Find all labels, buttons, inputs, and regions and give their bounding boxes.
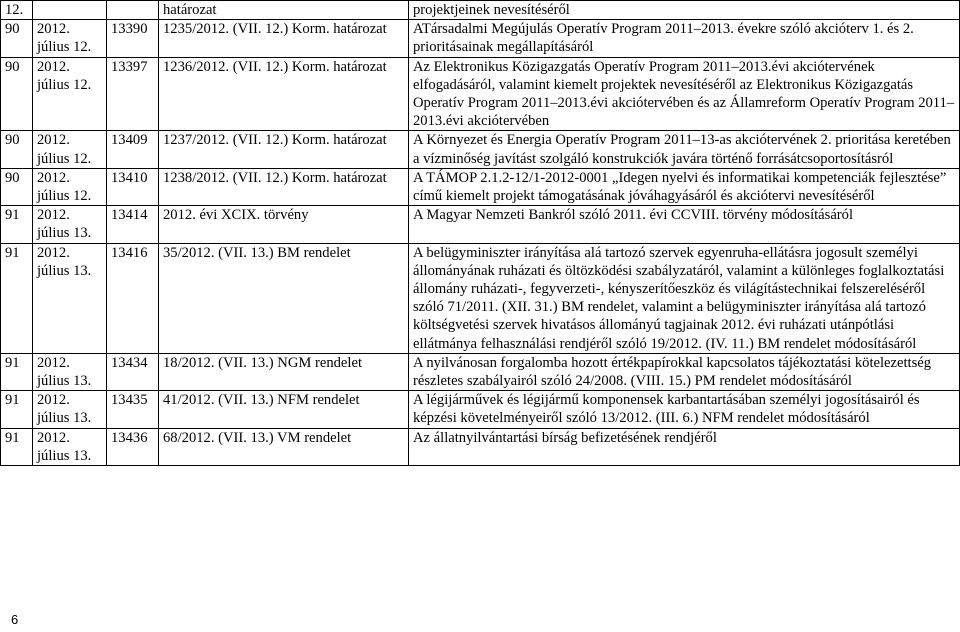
description-cell: A belügyminiszter irányítása alá tartozó szervek egyenruha-ellátásra jogosult személyi állományának ruházati és öltözködési szabályzatáról, valamint a különleges foglalkoztatási állomány ruházati-, fegyverzeti-, kényszerítőeszköz és világítástechnikai felszereléséről szóló 71/2011. (XII. 31.) BM rendelet, valamint a belügyminiszter irányítása alá tartozó költségvetési szervek hivatásos állományú tagjainak 2012. évi ruházati utánpótlási ellátmánya felhasználási rendjéről szóló 19/2012. (IV. 11.) BM rendelet módosításáról bbox=[409, 243, 960, 353]
date-cell: 2012. július 13. bbox=[33, 243, 107, 353]
date-cell: 2012. július 13. bbox=[33, 353, 107, 390]
act-title-cell: 35/2012. (VII. 13.) BM rendelet bbox=[159, 243, 409, 353]
issue-number-cell: 91 bbox=[1, 391, 33, 428]
issue-number-cell: 90 bbox=[1, 168, 33, 205]
table-row bbox=[1, 206, 960, 243]
table-row bbox=[1, 428, 960, 465]
description-cell: A Környezet és Energia Operatív Program 2011–13-as akciótervének 2. prioritása keretében a vízminőség javítást szolgáló konstrukciók javára történő forrásátcsoportosításról bbox=[409, 131, 960, 168]
page-ref-cell: 13390 bbox=[107, 20, 159, 57]
table-row bbox=[1, 57, 960, 131]
act-title-cell: 68/2012. (VII. 13.) VM rendelet bbox=[159, 428, 409, 465]
page-ref-cell bbox=[107, 1, 159, 20]
date-cell bbox=[33, 1, 107, 20]
table-row bbox=[1, 20, 960, 57]
act-title-cell: 1237/2012. (VII. 12.) Korm. határozat bbox=[159, 131, 409, 168]
act-title-cell: 1238/2012. (VII. 12.) Korm. határozat bbox=[159, 168, 409, 205]
table-row bbox=[1, 353, 960, 390]
date-cell: 2012. július 12. bbox=[33, 131, 107, 168]
act-title-cell: 41/2012. (VII. 13.) NFM rendelet bbox=[159, 391, 409, 428]
date-cell: 2012. július 13. bbox=[33, 391, 107, 428]
page-ref-cell: 13434 bbox=[107, 353, 159, 390]
description-cell: projektjeinek nevesítéséről bbox=[409, 1, 960, 20]
date-cell: 2012. július 12. bbox=[33, 168, 107, 205]
table-row bbox=[1, 131, 960, 168]
page-ref-cell: 13397 bbox=[107, 57, 159, 131]
page-ref-cell: 13410 bbox=[107, 168, 159, 205]
description-cell: A nyilvánosan forgalomba hozott értékpapírokkal kapcsolatos tájékoztatási kötelezettség részletes szabályairól szóló 24/2008. (VIII. 15.) PM rendelet módosításáról bbox=[409, 353, 960, 390]
description-cell: Az állatnyilvántartási bírság befizetésének rendjéről bbox=[409, 428, 960, 465]
date-cell: 2012. július 12. bbox=[33, 57, 107, 131]
act-title-cell: 2012. évi XCIX. törvény bbox=[159, 206, 409, 243]
date-cell: 2012. július 13. bbox=[33, 206, 107, 243]
description-cell: A Magyar Nemzeti Bankról szóló 2011. évi CCVIII. törvény módosításáról bbox=[409, 206, 960, 243]
page-number: 6 bbox=[11, 612, 19, 627]
act-title-cell: 18/2012. (VII. 13.) NGM rendelet bbox=[159, 353, 409, 390]
date-cell: 2012. július 13. bbox=[33, 428, 107, 465]
page-ref-cell: 13414 bbox=[107, 206, 159, 243]
issue-number-cell: 91 bbox=[1, 206, 33, 243]
description-cell: Az Elektronikus Közigazgatás Operatív Program 2011–2013.évi akciótervének elfogadásáról, valamint kiemelt projektek nevesítéséről az Elektronikus Közigazgatás Operatív Program 2011–2013.évi akciótervében és az Államreform Operatív Program 2011–2013.évi akciótervében bbox=[409, 57, 960, 131]
table-row bbox=[1, 1, 960, 20]
table-row bbox=[1, 168, 960, 205]
date-cell: 2012. július 12. bbox=[33, 20, 107, 57]
act-title-cell: határozat bbox=[159, 1, 409, 20]
issue-number-cell: 91 bbox=[1, 353, 33, 390]
act-title-cell: 1236/2012. (VII. 12.) Korm. határozat bbox=[159, 57, 409, 131]
act-title-cell: 1235/2012. (VII. 12.) Korm. határozat bbox=[159, 20, 409, 57]
page-ref-cell: 13436 bbox=[107, 428, 159, 465]
issue-number-cell: 90 bbox=[1, 131, 33, 168]
issue-number-cell: 91 bbox=[1, 243, 33, 353]
page-ref-cell: 13409 bbox=[107, 131, 159, 168]
issue-number-cell: 91 bbox=[1, 428, 33, 465]
description-cell: ATársadalmi Megújulás Operatív Program 2011–2013. évekre szóló akcióterv 1. és 2. prioritásainak megállapításáról bbox=[409, 20, 960, 57]
table-row bbox=[1, 243, 960, 353]
page-ref-cell: 13416 bbox=[107, 243, 159, 353]
page-ref-cell: 13435 bbox=[107, 391, 159, 428]
issue-number-cell: 90 bbox=[1, 20, 33, 57]
table-row bbox=[1, 391, 960, 428]
description-cell: A TÁMOP 2.1.2-12/1-2012-0001 „Idegen nyelvi és informatikai kompetenciák fejlesztése” című kiemelt projekt támogatásának jóváhagyásáról és akciótervi nevesítéséről bbox=[409, 168, 960, 205]
description-cell: A légijárművek és légijármű komponensek karbantartásában személyi jogosításairól és képzési követelményeiről szóló 13/2012. (III. 6.) NFM rendelet módosításáról bbox=[409, 391, 960, 428]
issue-number-cell: 12. bbox=[1, 1, 33, 20]
issue-number-cell: 90 bbox=[1, 57, 33, 131]
